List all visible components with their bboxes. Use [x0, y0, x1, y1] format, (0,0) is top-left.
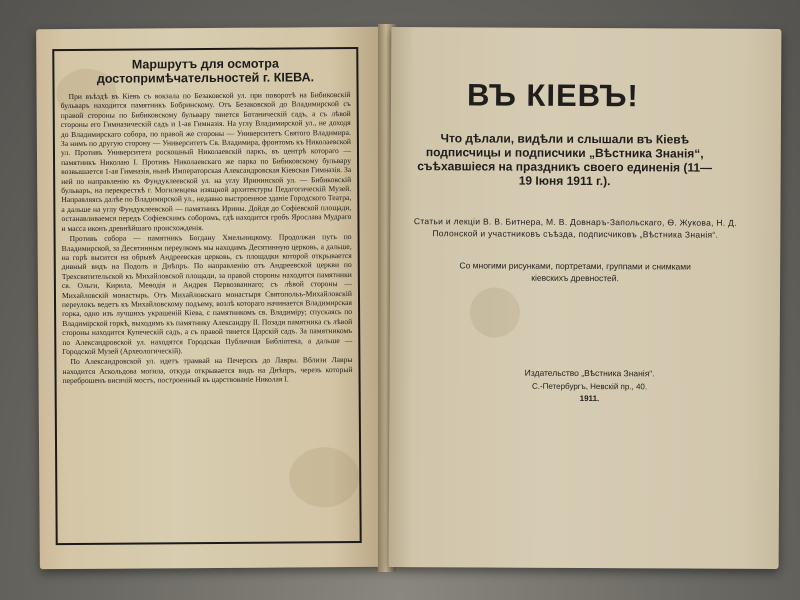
book-publisher: Издательство „Вѣстника Знанiя“. [524, 367, 655, 379]
book-title: ВЪ КIЕВЪ! [466, 77, 639, 114]
book-year: 1911. [579, 393, 600, 404]
route-paragraph: Противъ собора — памятникъ Богдану Хмельницкому. Продолжая путь по Владимирской, за Десятинным переулкомъ мы находимъ Десятинную церковь, а дальше, на горѣ высится на обрывѣ Андреевская церковь, съ площадки которой открывается дивный видъ на Подолъ и Днѣпръ. По направленiю отъ Андреевской церкви по Трехсвятительской къ Михайловской площади, за правой стороны находятся памятники св. Ольги, Кирила, Меѳодiя и Андрея Первозваннаго; съ лѣвой стороны — Михайловскiй монастырь. Отъ Михайловскаго монастыря Святопольъ-Михайловскiй переулокъ ведетъ къ Михайловскому подъему, возлѣ котораго начинается Владимирская горка, одно изъ лучшихъ украшенiй Кiева, с памятникомъ св. Владимiру; спускаясь по Владимiрской горкѣ, выходимъ къ памятнику Александру II. Позади памятника съ лѣвой стороны находится Купеческiй садъ, а съ правой тянется Царскiй садъ. За памятникомъ по Александровской ул. находятся Городская Публичная Библiотека, а дальше — Городской Музей (Археологическiй). [61, 232, 353, 357]
book-subtitle: Что дѣлали, видѣли и слышали въ Кiевѣ подписчицы и подписчики „Вѣстника Знанiя“, съѣхавшiеся на праздникъ своего единенiя (11—19 Iюня 1911 г.). [417, 131, 713, 189]
right-page [389, 27, 782, 569]
book-address: С.-Петербургъ, Невскiй пр., 40. [531, 381, 648, 392]
book-illustrations-note: Со многими рисунками, портретами, группами и снимками кiевскихъ древностей. [459, 260, 691, 284]
left-page [36, 27, 385, 569]
route-paragraph: При въѣздѣ въ Кiевъ съ вокзала по Безаковской ул. при поворотѣ на Бибиковскiй бульваръ находится памятникъ Бобринскому. Отъ Безаковской до Владимирской съ правой стороны по Бибиковскому бульвару тянется Ботаническiй садъ, а съ лѣвой стороны его Гимназическiй садъ и 1-ая Гимназiя. На углу Владимирской ул., не доходя до Владимирскаго собора, по правой же стороны — Университетъ Святого Владимира. За нимъ по другую сторону — Университетъ Св. Владимира, фронтомъ къ Николаевской ул. Противъ Университета роскошный Николаевскiй паркъ, въ центрѣ котораго — памятникъ Николаю I. Противъ Николаевскаго же парка по Бибиковскому бульвару возвышается 1-ая Гимназiя, нынѣ Императорская Александровская Кiевская Гимназiя. За ней по направленiю къ Фундуклеевской ул. на углу Ирининской ул. — Бибиковскiй бульваръ, на перекресткѣ г. Могилевцева изящной архитектуры Педагогическiй Музей. Направляясь далѣе по Владимирской ул., недавно выстроенное зданiе Городского Театра, а дальше на углу Фундуклеевской — памятникъ Ирины. Дойдя до Софiевской площади, останавливаемся передъ Софiевскимъ соборомъ, гдѣ находится гробъ Ярослава Мудраго и масса иконъ древнѣйшаго происхожденiя. [60, 90, 352, 233]
route-title [60, 56, 350, 86]
route-paragraph: По Александровской ул. идетъ трамвай на Печерскъ до Лавры. Вблизи Лавры находится Аскольдова могила, откуда открывается видъ на Днѣпръ, черезъ который переброшенъ висячiй мостъ, построенный въ царствованiе Николая I. [62, 355, 353, 386]
open-booklet [38, 28, 780, 568]
route-title-line2: достопримѣчательностей г. КIЕВА. [96, 70, 315, 86]
book-authors: Статьи и лекцiи В. В. Битнера, М. В. Довнаръ-Запольскаго, Ѳ. Жукова, Н. Д. Полонской и участниковъ съѣзда, подписчиковъ „Вѣстника Знанiя“. [413, 216, 737, 240]
route-frame [52, 47, 361, 545]
route-title-line1: Маршрутъ для осмотра [131, 56, 279, 72]
title-page [409, 57, 763, 404]
